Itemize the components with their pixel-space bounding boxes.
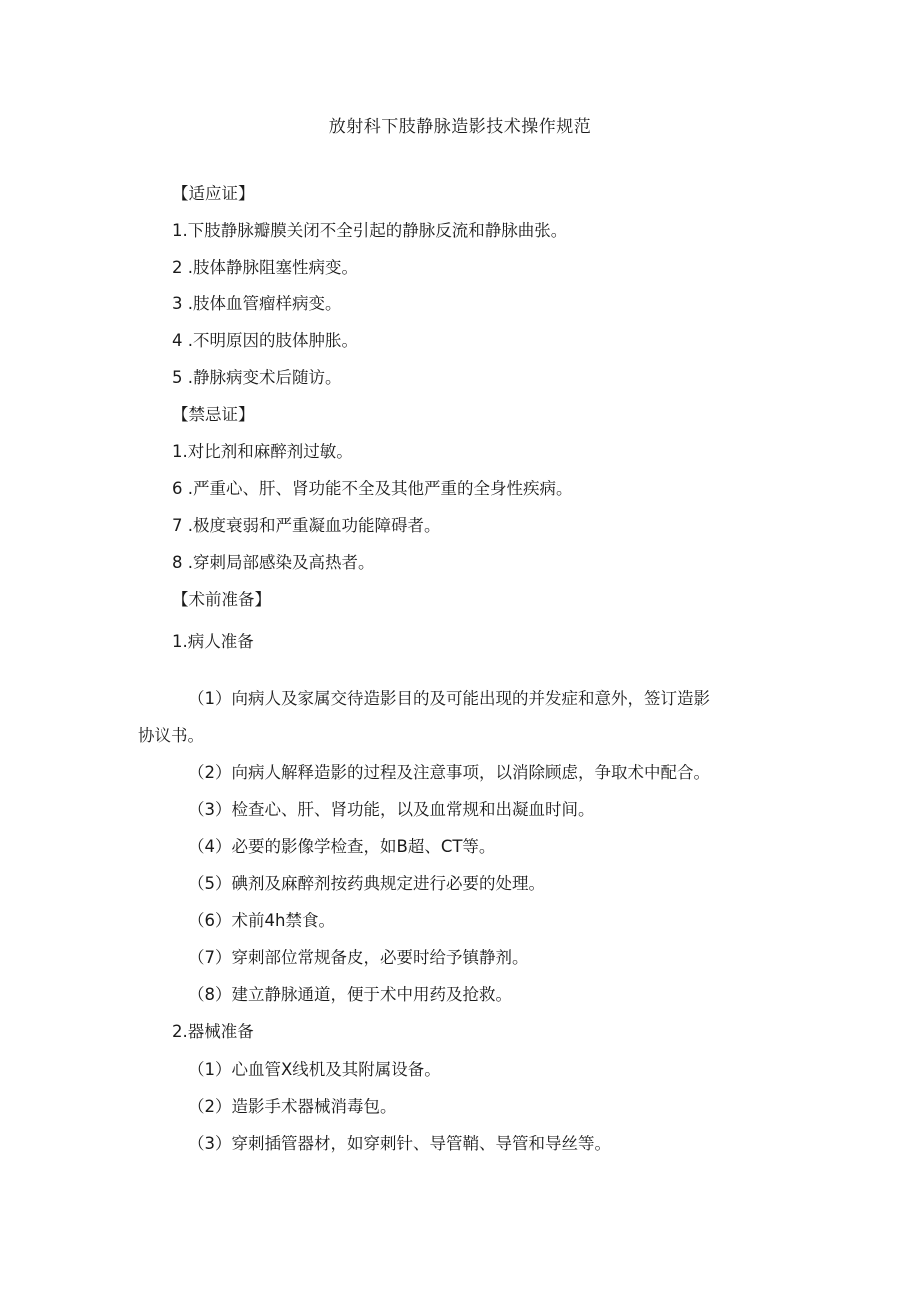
document-title: 放射科下肢静脉造影技术操作规范 <box>328 117 592 137</box>
section-heading-contraindications: 【禁忌证】 <box>172 405 255 424</box>
indication-item: 4 .不明原因的肢体肿胀。 <box>172 331 358 350</box>
contraindication-item: 7 .极度衰弱和严重凝血功能障碍者。 <box>172 516 441 535</box>
indication-item: 2 .肢体静脉阻塞性病变。 <box>172 258 358 277</box>
section-heading-indications: 【适应证】 <box>172 184 255 203</box>
contraindication-item: 1.对比剂和麻醉剂过敏。 <box>172 442 353 461</box>
contraindication-item: 6 .严重心、肝、肾功能不全及其他严重的全身性疾病。 <box>172 479 573 498</box>
patient-prep-item: （3）检查心、肝、肾功能，以及血常规和出凝血时间。 <box>188 800 595 819</box>
patient-prep-item: （8）建立静脉通道，便于术中用药及抢救。 <box>188 985 512 1004</box>
patient-prep-item: （6）术前4h禁食。 <box>188 911 335 930</box>
patient-prep-item: （2）向病人解释造影的过程及注意事项，以消除顾虑，争取术中配合。 <box>188 763 710 782</box>
section-heading-preparation: 【术前准备】 <box>172 590 271 609</box>
equipment-prep-item: （2）造影手术器械消毒包。 <box>188 1097 397 1116</box>
subsection-heading-equipment: 2.器械准备 <box>172 1022 254 1041</box>
patient-prep-item: （1）向病人及家属交待造影目的及可能出现的并发症和意外，签订造影 <box>188 689 710 708</box>
indication-item: 5 .静脉病变术后随访。 <box>172 368 342 387</box>
patient-prep-item: （5）碘剂及麻醉剂按药典规定进行必要的处理。 <box>188 874 545 893</box>
equipment-prep-item: （3）穿刺插管器材，如穿刺针、导管鞘、导管和导丝等。 <box>188 1134 611 1153</box>
patient-prep-item: （4）必要的影像学检查，如B超、CT等。 <box>188 837 496 856</box>
patient-prep-item: （7）穿刺部位常规备皮，必要时给予镇静剂。 <box>188 948 529 967</box>
subsection-heading-patient: 1.病人准备 <box>172 632 254 651</box>
indication-item: 3 .肢体血管瘤样病变。 <box>172 294 342 313</box>
indication-item: 1.下肢静脉瓣膜关闭不全引起的静脉反流和静脉曲张。 <box>172 221 568 240</box>
equipment-prep-item: （1）心血管X线机及其附属设备。 <box>188 1060 441 1079</box>
patient-prep-item-continuation: 协议书。 <box>138 726 204 745</box>
contraindication-item: 8 .穿刺局部感染及高热者。 <box>172 553 375 572</box>
